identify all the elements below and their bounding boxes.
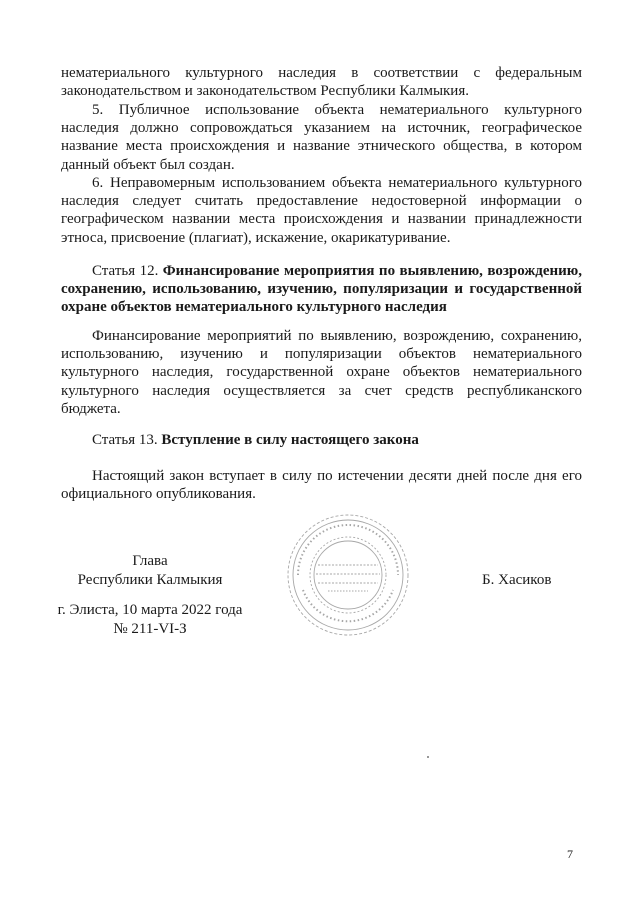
paragraph-continuation: нематериального культурного наследия в соответствии с федеральным законодательством и законодательством Республики Калмыкия. [61, 65, 582, 100]
article-13-label: Статья 13. [92, 432, 158, 448]
page-number: 7 [567, 847, 573, 861]
law-place-date-block [44, 601, 256, 639]
paragraph-5: 5. Публичное использование объекта нематериального культурного наследия должно сопровождаться указанием на источник, географическое название места происхождения и название этнического общества, в котором данный объект был создан. [61, 102, 582, 173]
signatory-position [60, 552, 240, 590]
law-place-date: г. Элиста, 10 марта 2022 года [57, 602, 243, 618]
article-13-heading [61, 431, 582, 449]
article-12-label: Статья 12. [92, 263, 159, 279]
article-12-text: Финансирование мероприятий по выявлению, возрождению, сохранению, использованию, изучению и популяризации объектов нематериального культурного наследия, государственной охране объектов нематериального культурного наследия осуществляется за счет средств республиканского бюджета. [61, 328, 582, 417]
signatory-name: Б. Хасиков [482, 572, 552, 588]
article-12-heading [61, 262, 582, 317]
paragraph-6: 6. Неправомерным использованием объекта нематериального культурного наследия следует считать предоставление недостоверной информации о географическом названии места происхождения и названии принадлежности этноса, присвоение (плагиат), искажение, окарикатуривание. [61, 175, 582, 246]
article-13-text: Настоящий закон вступает в силу по истечении десяти дней после дня его официального опубликования. [61, 468, 582, 503]
signatory-position-line1: Глава [132, 553, 168, 569]
law-number: № 211-VI-З [113, 621, 187, 637]
signatory-position-line2: Республики Калмыкия [77, 572, 223, 588]
official-seal-stamp [283, 510, 413, 640]
article-13-title: Вступление в силу настоящего закона [161, 432, 419, 448]
article-12-title: Финансирование мероприятия по выявлению, возрождению, сохранению, использованию, изучению, популяризации и государственной охране объектов нематериального культурного наследия [61, 263, 582, 316]
scan-speck [427, 756, 429, 758]
